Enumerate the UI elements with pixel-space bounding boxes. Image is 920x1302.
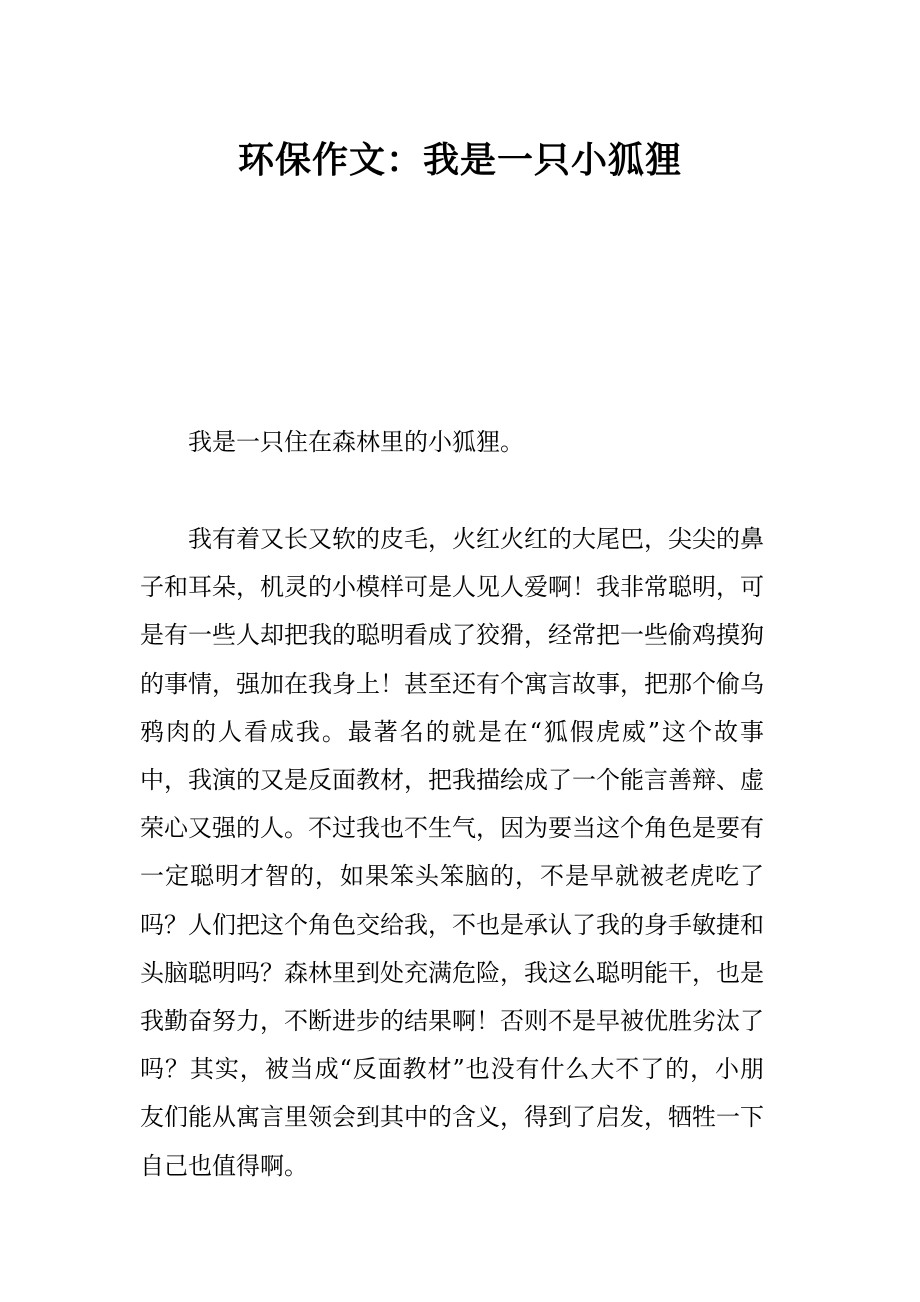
paragraph-intro: 我是一只住在森林里的小狐狸。 — [188, 428, 524, 456]
document-title: 环保作文：我是一只小狐狸 — [237, 139, 682, 182]
paragraph-body: 我有着又长又软的皮毛，火红火红的大尾巴，尖尖的鼻子和耳朵，机灵的小模样可是人见人爱啊！我非常聪明，可是有一些人却把我的聪明看成了狡猾，经常把一些偷鸡摸狗的事情，强加在我身上！甚至还有个寓言故事，把那个偷乌鸦肉的人看成我。最著名的就是在“狐假虎威”这个故事中，我演的又是反面教材，把我描绘成了一个能言善辩、虚荣心又强的人。不过我也不生气，因为要当这个角色是要有一定聪明才智的，如果笨头笨脑的，不是早就被老虎吃了吗？人们把这个角色交给我，不也是承认了我的身手敏捷和头脑聪明吗？森林里到处充满危险，我这么聪明能干，也是我勤奋努力，不断进步的结果啊！否则不是早被优胜劣汰了吗？其实，被当成“反面教材”也没有什么大不了的，小朋友们能从寓言里领会到其中的含义，得到了启发，牺牲一下自己也值得啊。 — [140, 525, 764, 1180]
